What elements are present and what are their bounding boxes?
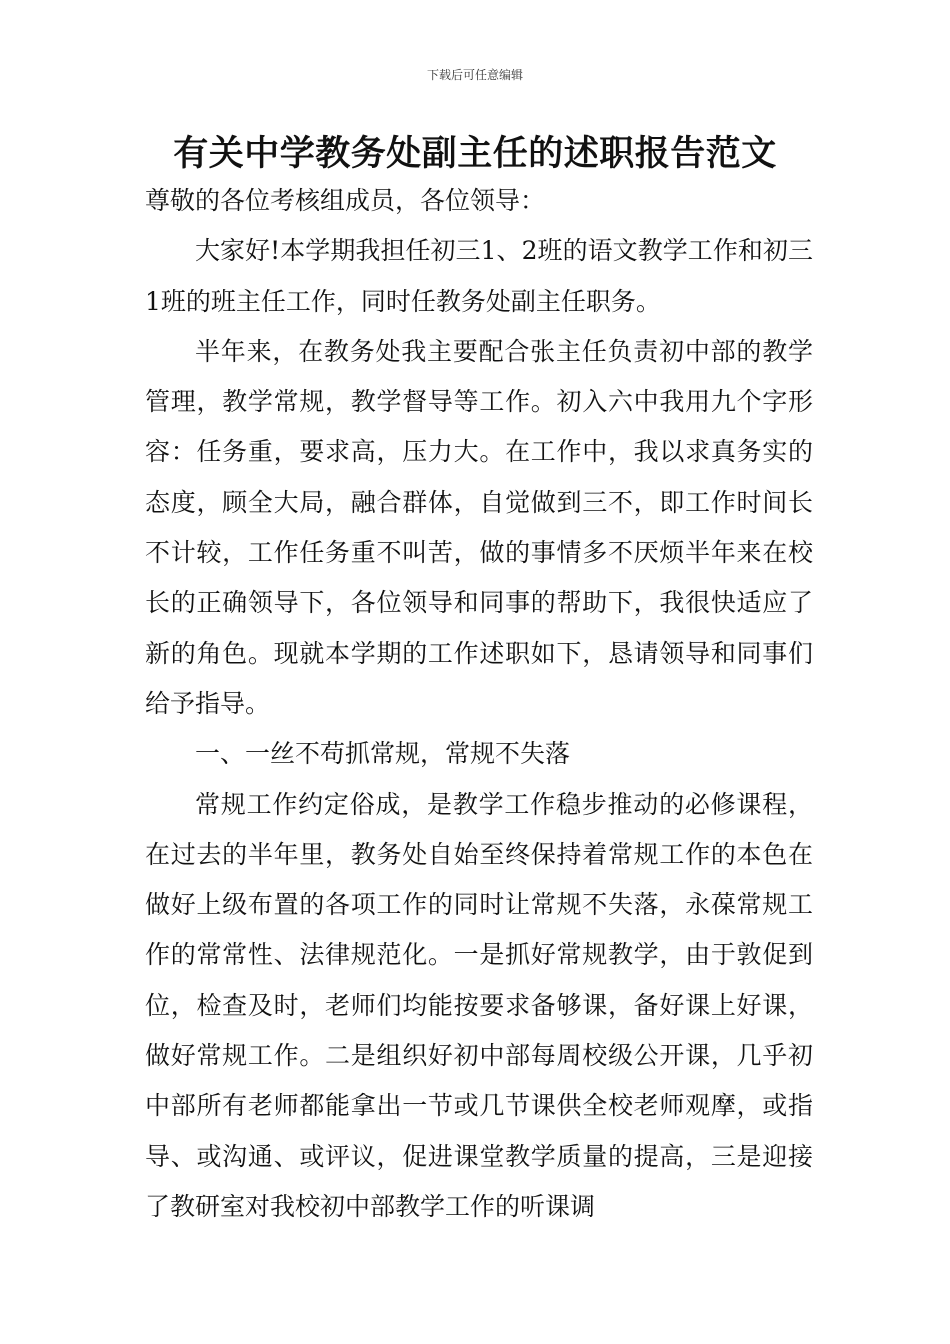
salutation-paragraph: 尊敬的各位考核组成员，各位领导：	[145, 186, 546, 215]
header-note: 下载后可任意编辑	[426, 68, 523, 82]
body-paragraph: 大家好!本学期我担任初三1、2班的语文教学工作和初三1班的班主任工作，同时任教务处副主任职务。	[145, 236, 813, 316]
section-heading: 一、一丝不苟抓常规，常规不失落	[195, 739, 571, 769]
body-paragraph: 常规工作约定俗成，是教学工作稳步推动的必修课程，在过去的半年里，教务处自始至终保持着常规工作的本色在做好上级布置的各项工作的同时让常规不失落，永葆常规工作的常常性、法律规范化。一是抓好常规教学，由于敦促到位，检查及时，老师们均能按要求备够课，备好课上好课，做好常规工作。二是组织好初中部每周校级公开课，几乎初中部所有老师都能拿出一节或几节课供全校老师观摩，或指导、或沟通、或评议，促进课堂教学质量的提高，三是迎接了教研室对我校初中部教学工作的听课调	[145, 789, 813, 1221]
body-paragraph: 半年来，在教务处我主要配合张主任负责初中部的教学管理，教学常规，教学督导等工作。初入六中我用九个字形容：任务重，要求高，压力大。在工作中，我以求真务实的态度，顾全大局，融合群体，自觉做到三不，即工作时间长不计较，工作任务重不叫苦，做的事情多不厌烦半年来在校长的正确领导下，各位领导和同事的帮助下，我很快适应了新的角色。现就本学期的工作述职如下，恳请领导和同事们给予指导。	[145, 336, 813, 718]
document-title: 有关中学教务处副主任的述职报告范文	[173, 134, 777, 174]
document-body	[145, 176, 813, 1232]
